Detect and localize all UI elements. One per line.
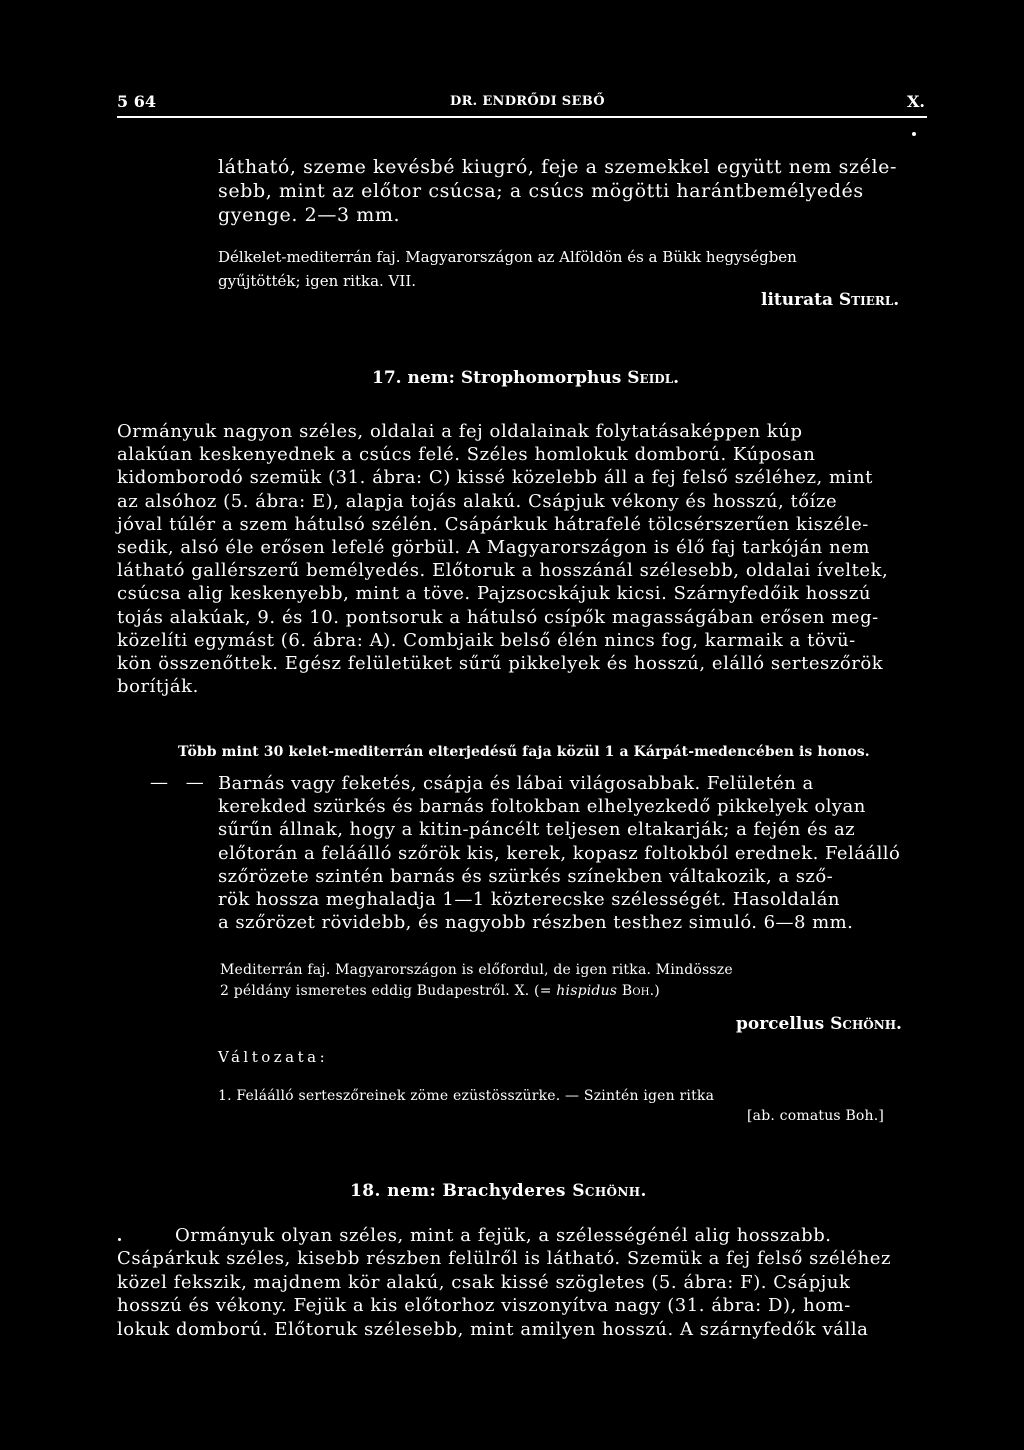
- genus-number: 17. nem:: [372, 368, 455, 388]
- paragraph-genus-description: [117, 420, 888, 698]
- running-header: [117, 92, 925, 118]
- page-number: 5 64: [117, 92, 156, 111]
- speck-dot: [912, 132, 916, 136]
- synonym-name: hispidus: [556, 983, 618, 999]
- text-line: Barnás vagy feketés, csápja és lábai világosabbak. Felületén a: [218, 773, 814, 794]
- running-author: DR. ENDRŐDI SEBŐ: [450, 94, 605, 109]
- text-line: 1. Feláálló serteszőreinek zöme ezüstösszürke. — Szintén igen ritka: [218, 1088, 715, 1104]
- text-segment: Boh.): [617, 983, 660, 999]
- text-line: gyűjtötték; igen ritka. VII.: [218, 272, 417, 290]
- text-line: sedik, alsó éle erősen lefelé görbül. A Magyarországon is élő faj tarkóján nem: [117, 537, 871, 559]
- paragraph-species-key: [218, 772, 900, 934]
- text-line: Ormányuk nagyon széles, oldalai a fej oldalainak folytatásaképpen kúp: [117, 421, 803, 442]
- text-line: kidomborodó szemük (31. ábra: C) kissé közelebb áll a fej felső széléhez, mint: [117, 467, 873, 489]
- paragraph-description-end: [218, 155, 897, 227]
- genus-heading-18: [350, 1181, 647, 1201]
- text-line: kön összenőttek. Egész felületüket sűrű pikkelyek és hosszú, elálló serteszőrök: [117, 653, 884, 675]
- text-line: Délkelet-mediterrán faj. Magyarországon az Alföldön és a Bükk hegységben: [218, 248, 797, 266]
- key-dashes: — —: [150, 772, 210, 793]
- species-name: liturata: [761, 290, 833, 310]
- genus-author: Schönh.: [572, 1181, 647, 1201]
- section-number: X.: [907, 92, 925, 111]
- paragraph-occurrence: [220, 960, 733, 1002]
- text-line: közelíti egymást (6. ábra: A). Combjaik belső élén nincs fog, karmaik a tövü-: [117, 629, 856, 651]
- paragraph-species-count: Több mint 30 kelet-mediterrán elterjedésű faja közül 1 a Kárpát-medencében is honos.: [178, 744, 870, 760]
- text-line: lokuk domború. Előtoruk szélesebb, mint amilyen hosszú. A szárnyfedők válla: [117, 1318, 869, 1340]
- genus-author: Seidl.: [627, 368, 680, 388]
- species-author: Stierl.: [838, 290, 900, 310]
- text-segment: 2 példány ismeretes eddig Budapestről. X. (=: [220, 983, 557, 999]
- species-name: porcellus: [736, 1014, 825, 1034]
- text-line: közel fekszik, majdnem kör alakú, csak kissé szögletes (5. ábra: F). Csápjuk: [117, 1271, 851, 1293]
- text-line: tojás alakúak, 9. és 10. pontsoruk a hátulsó csípők magasságában erősen meg-: [117, 606, 879, 628]
- text-line: [220, 981, 733, 1002]
- text-line: kerekded szürkés és barnás foltokban elhelyezkedő pikkelyek olyan: [218, 796, 866, 818]
- text-line: jóval túlér a szem hátulsó szélén. Csápárkuk hátrafelé tölcsérszerűen kiszéle-: [117, 513, 869, 535]
- text-line: gyenge. 2—3 mm.: [218, 204, 401, 226]
- text-line: borítják.: [117, 676, 199, 698]
- text-line: sebb, mint az előtor csúcsa; a csúcs mögötti harántbemélyedés: [218, 180, 864, 202]
- variations-label: Változata:: [218, 1048, 329, 1066]
- genus-number: 18. nem:: [350, 1181, 437, 1201]
- species-heading-porcellus: [736, 1014, 902, 1034]
- header-rule: [117, 116, 927, 118]
- text-line: az alsóhoz (5. ábra: E), alapja tojás alakú. Csápjuk vékony és hosszú, tőíze: [117, 490, 838, 512]
- text-line: Ormányuk olyan széles, mint a fejük, a szélességénél alig hosszabb.: [175, 1225, 832, 1246]
- text-line: látható gallérszerű bemélyedés. Előtoruk a hosszánál szélesebb, oldalai íveltek,: [117, 560, 889, 582]
- text-line: csúcsa alig keskenyebb, mint a töve. Pajzsocskájuk kicsi. Szárnyfedőik hosszú: [117, 583, 872, 605]
- text-line: hosszú és vékony. Fejük a kis előtorhoz viszonyítva nagy (31. ábra: D), hom-: [117, 1295, 851, 1317]
- paragraph-brachyderes-description: [117, 1224, 891, 1341]
- paragraph-variation: [218, 1086, 884, 1126]
- species-author: Schönh.: [830, 1014, 902, 1034]
- genus-name: Brachyderes: [442, 1181, 566, 1201]
- text-line: alakúan keskenyednek a csúcs felé. Széles homlokuk domború. Kúposan: [117, 444, 816, 466]
- text-line: Csápárkuk széles, kisebb részben felülről is látható. Szemük a fej felső széléhez: [117, 1248, 892, 1270]
- text-line: látható, szeme kevésbé kiugró, feje a szemekkel együtt nem széle-: [218, 156, 898, 178]
- text-line: előtorán a feláálló szőrök kis, kerek, kopasz foltokból erednek. Feláálló: [218, 842, 901, 864]
- aberration-name: [ab. comatus Boh.]: [747, 1108, 885, 1124]
- text-line: Mediterrán faj. Magyarországon is előfordul, de igen ritka. Mindössze: [220, 962, 733, 978]
- text-line: sűrűn állnak, hogy a kitin-páncélt teljesen eltakarják; a fején és az: [218, 819, 856, 841]
- text-line: rök hossza meghaladja 1—1 közterecske szélességét. Hasoldalán: [218, 889, 840, 911]
- genus-heading-17: [372, 368, 679, 388]
- text-line: szőrözete szintén barnás és szürkés színekben váltakozik, a sző-: [218, 865, 834, 887]
- paragraph-distribution: [218, 245, 797, 293]
- genus-name: Strophomorphus: [460, 368, 622, 388]
- species-heading-liturata: [761, 290, 899, 310]
- text-line: a szőrözet rövidebb, és nagyobb részben testhez simuló. 6—8 mm.: [218, 912, 854, 934]
